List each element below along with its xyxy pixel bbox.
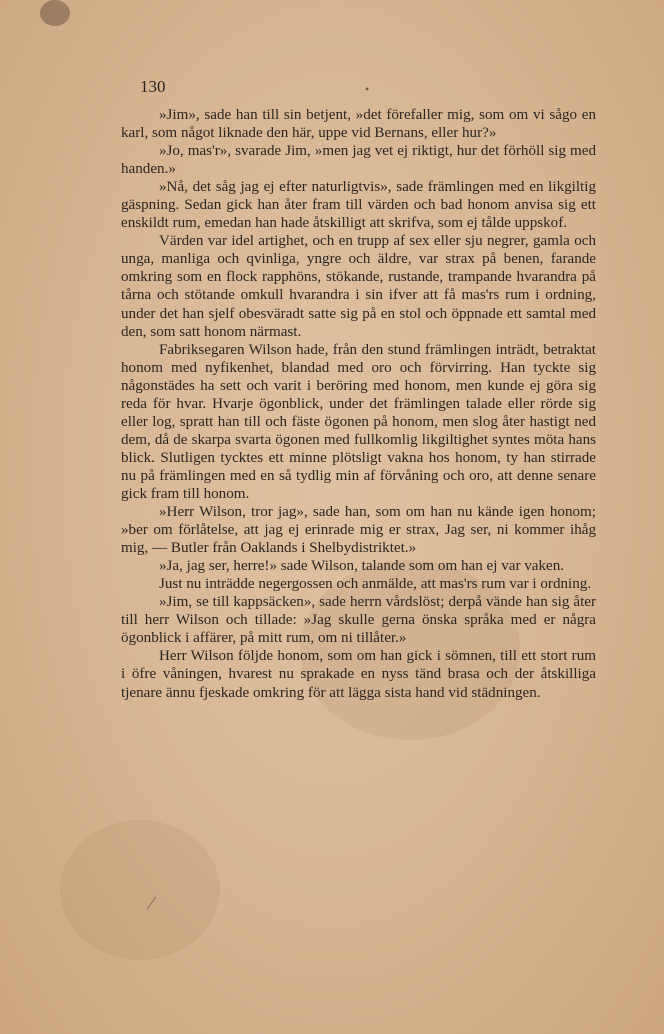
paragraph: »Jo, mas'r», svarade Jim, »men jag vet ej riktigt, hur det förhöll sig med handen.» bbox=[121, 143, 596, 178]
paragraph: »Nå, det såg jag ej efter naturligtvis», sade främlingen med en likgiltig gäspning. Sedan gick han åter fram till värden och bad honom anvisa sig ett enskildt rum, emedan han hade åtskilligt att skrifva, som ej tålde uppskof. bbox=[121, 179, 596, 232]
ink-mark: • bbox=[365, 82, 370, 96]
page-number: 130 bbox=[140, 77, 166, 96]
paragraph: Värden var idel artighet, och en trupp af sex eller sju negrer, gamla och unga, manliga och qvinliga, yngre och äldre, var strax på benen, farande omkring som en flock rapphöns, stökande, rustande, trampande hvarandra på tårna och stötande omkull hvarandra i sin ifver att få mas'rs rum i ordning, under det han sjelf obesväradt satte sig på en stol och öppnade ett samtal med den, som satt honom närmast. bbox=[121, 233, 596, 340]
paragraph: Herr Wilson följde honom, som om han gick i sömnen, till ett stort rum i öfre våningen, hvarest nu sprakade en nyss tänd brasa och der åtskilliga tjenare ännu fjeskade omkring för att lägga sista hand vid städningen. bbox=[121, 648, 596, 701]
paragraph: »Ja, jag ser, herre!» sade Wilson, talande som om han ej var vaken. bbox=[159, 558, 565, 575]
paragraph: Just nu inträdde negergossen och anmälde, att mas'rs rum var i ordning. bbox=[159, 576, 592, 593]
paragraph: »Herr Wilson, tror jag», sade han, som om han nu kände igen honom; »ber om förlåtelse, att jag ej erinrade mig er strax, Jag ser, ni kommer ihåg mig, — Butler från Oaklands i Shelbydistriktet.» bbox=[121, 504, 596, 557]
body-text bbox=[121, 106, 596, 702]
pencil-mark: ⁄ bbox=[150, 893, 154, 913]
paragraph: »Jim», sade han till sin betjent, »det förefaller mig, som om vi sågo en karl, som något liknade den här, uppe vid Bernans, eller hur?» bbox=[121, 107, 596, 142]
paragraph: »Jim, se till kappsäcken», sade herrn vårdslöst; derpå vände han sig åter till herr Wilson och tillade: »Jag skulle gerna önska språka med er några ögonblick i affärer, på mitt rum, om ni tillåter.» bbox=[121, 594, 596, 647]
paper-stain bbox=[60, 820, 220, 960]
paragraph: Fabriksegaren Wilson hade, från den stund främlingen inträdt, betraktat honom med nyfikenhet, blandad med oro och förvirring. Han tyckte sig någonstädes ha sett och varit i beröring med honom, men kunde ej göra sig reda för hvar. Hvarje ögonblick, under det främlingen talade eller rörde sig eller log, spratt han till och fäste ögonen på honom, men slog åter hastigt ned dem, då de skarpa svarta ögonen med fullkomlig likgiltighet syntes möta hans blick. Slutligen tycktes ett minne plötsligt vakna hos honom, ty han stirrade nu på främlingen med en så tydlig min af förvåning och oro, att denne senare gick fram till honom. bbox=[121, 341, 596, 502]
paper-stain bbox=[40, 0, 70, 26]
